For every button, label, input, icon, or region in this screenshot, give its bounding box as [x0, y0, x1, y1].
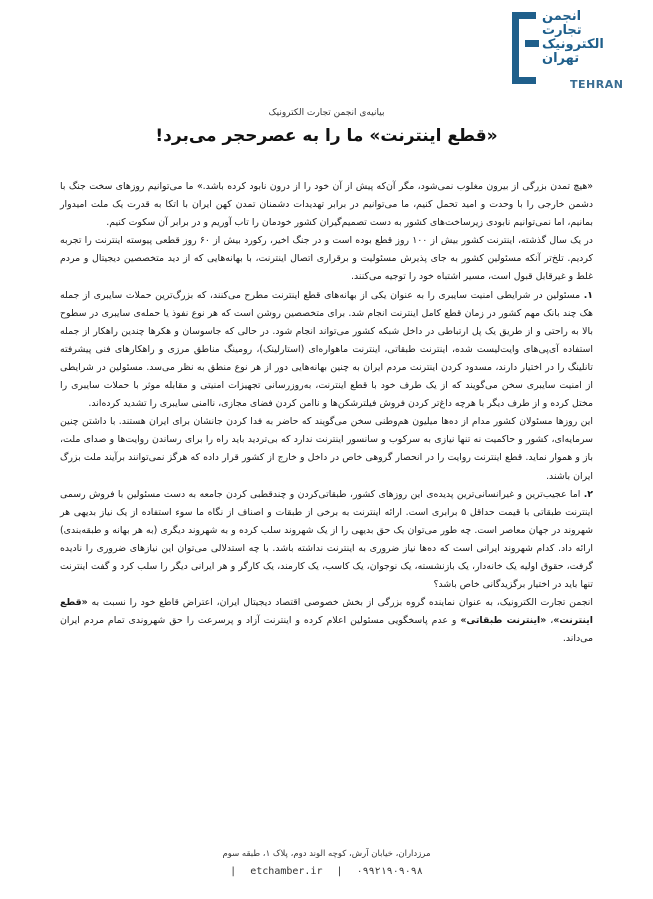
- logo-line-3: الکترونیک: [542, 37, 604, 52]
- paragraph-outage: در یک سال گذشته، اینترنت کشور بیش از ۱۰۰ روز قطع بوده است و در جنگ اخیر، رکورد بیش از ۶۰ روز قطعی پیوسته اینترنت را تجربه کردیم. تلخ‌تر آنکه مسئولین کشور به جای پذیرش مسئولیت و برقراری اتصال اینترنت، با بهانه‌هایی که از دید متخصصین دیجیتال و مردم غلط و غیرقابل قبول است، مسیر اشتباه خود را توجیه می‌کنند.: [60, 235, 593, 283]
- logo-bracket-mark: [512, 12, 536, 84]
- conclusion-separator: ،: [546, 615, 554, 627]
- footer-phone: ۰۹۹۲۱۹۰۹۰۹۸: [356, 866, 423, 877]
- footer-website[interactable]: etchamber.ir: [250, 866, 323, 877]
- paragraph-cybersecurity: [60, 287, 593, 414]
- footer-address: مرزداران، خیابان آرش، کوچه الوند دوم، پلاک ۱، طبقه سوم: [222, 849, 431, 859]
- point-number-1: ۱.: [583, 289, 593, 301]
- paragraph-cybersecurity-text: مسئولین در شرایطی امنیت سایبری را به عنوان یکی از بهانه‌های قطع اینترنت مطرح می‌کنند، که بزرگ‌ترین حملات سایبری از جمله هک چند بانک مهم کشور در زمان قطع کامل اینترنت انجام شد. برای متخصصین روشن است که هر نوع نفوذ یا حمله‌ی سایبری در سطوح بالا به راحتی و از طریق یک پل ارتباطی در داخل شبکه کشور می‌تواند انجام شود. در حالی که جاسوسان و هکرها چندین راهکار از جمله استفاده آی‌پی‌های وایت‌لیست شده، اینترنت طبقاتی، اینترنت ماهواره‌ای (استارلینک)، رومینگ مناطق مرزی و راهکارهای فنی پیشرفته تانلینگ را در اختیار دارند، مسدود کردن اینترنت مردم ایران به چنین بهانه‌هایی دور از هر نوع منطق به نظر می‌سد. مسئولین در شرایطی از امنیت سایبری سخن می‌گویند که از یک طرف خود با قطع اینترنت، به‌روزرسانی تجهیزات امنیتی و مقابله موثر با حملات سایبری را مختل کرده و از طرف دیگر با هرچه داغ‌تر کردن فروش فیلترشکن‌ها و ناامن کردن فضای مجازی، ناامنی سایبری را تشدید کرده‌اند.: [60, 289, 593, 410]
- conclusion-text-a: انجمن تجارت الکترونیک، به عنوان نماینده گروه بزرگی از بخش خصوصی اقتصاد دیجیتال ایران، اعتراض قاطع خود را نسبت به: [87, 597, 593, 609]
- footer-separator-left: |: [230, 866, 237, 877]
- page-title: «قطع اینترنت» ما را به عصرحجر می‌برد!: [155, 126, 498, 146]
- logo-english: TEHRAN: [570, 78, 624, 91]
- logo-line-4: تهران: [542, 51, 580, 66]
- conclusion-bold-shutdown: «قطع اینترنت»: [60, 597, 593, 627]
- logo-text: [542, 10, 635, 66]
- paragraph-tiered-internet: [60, 486, 593, 595]
- logo-line-1: انجمن: [542, 9, 582, 24]
- logo-bar-mark: [525, 40, 539, 47]
- statement-body: [60, 178, 593, 648]
- paragraph-tiered-internet-text: اما عجیب‌ترین و غیرانسانی‌ترین پدیده‌ی این روزهای کشور، طبقاتی‌کردن و چندقطبی کردن جامعه به دست مسئولین با فروش رسمی اینترنت طبقاتی با قیمت حداقل ۵ برابری است. ارائه اینترنت به برخی از طبقات و اصناف از نگاه ما سوء استفاده از یک نیاز بدیهی هر شهروند در جهان معاصر است. چه طور می‌توان یک حق بدیهی را از یک شهروند سلب کرده و به شهروند دیگری (به هر بهانه و طبقه‌بندی) ارائه داد. کدام شهروند ایرانی است که ده‌ها نیاز ضروری به اینترنت نداشته باشد. با چه استدلالی می‌توان این نیازهای ضروری را نادیده گرفت، حقوق اولیه یک خانه‌دار، یک بازنشسته، یک نوجوان، یک کاسب، یک کارمند، یک کارگر و هر ایرانی دیگر را سلب کرد و گفت اینترنت تنها باید در اختیار برگزیدگانی خاص باشد؟: [60, 488, 593, 591]
- paragraph-conclusion: [60, 594, 593, 648]
- footer-separator-right: |: [336, 866, 343, 877]
- paragraph-intro: «هیچ تمدن بزرگی از بیرون مغلوب نمی‌شود، مگر آن‌که پیش از آن خود را از درون نابود کرده باشد.» ما می‌توانیم روزهای سخت جنگ با دشمن خارجی را با وحدت و امید تحمل کنیم، ما می‌توانیم در برابر تهدیدات دشمنان تمدن کهن ایران با اتکا به قدرت یک ملت امیدوار بمانیم، اما نمی‌توانیم نابودی زیرساخت‌های کشور به دست تصمیم‌گیران کشور خودمان را تاب آوریم و در برابر آن سکوت کنیم.: [60, 181, 593, 229]
- paragraph-narrative: این روزها مسئولان کشور مدام از ده‌ها میلیون هم‌وطنی سخن می‌گویند که حاضر به فدا کردن جانشان برای ایران هستند. با داشتن چنین سرمایه‌ای، کشور و حاکمیت نه تنها نیازی به سرکوب و سانسور اینترنت ندارد که بی‌تردید باید راه را برای رساندن روایت‌ها و صدای ملت، باز و هموار نماید. قطع اینترنت روایت را در انحصار گروهی خاص در داخل و خارج از کشور قرار داده که هرگز نمی‌توانند برآیند ملت بزرگ ایران باشند.: [60, 416, 593, 482]
- point-number-2: ۲.: [583, 488, 593, 500]
- footer-contact: [0, 866, 653, 877]
- conclusion-text-c: و عدم پاسخگویی مسئولین اعلام کرده و اینترنت آزاد و پرسرعت را حق شهروندی تمام مردم ایران می‌داند.: [60, 615, 593, 645]
- logo-line-2: تجارت: [542, 23, 582, 38]
- logo: [512, 10, 637, 92]
- conclusion-bold-tiered: «اینترنت طبقاتی»: [460, 615, 547, 627]
- statement-subtitle: بیانیه‌ی انجمن تجارت الکترونیک: [268, 108, 385, 118]
